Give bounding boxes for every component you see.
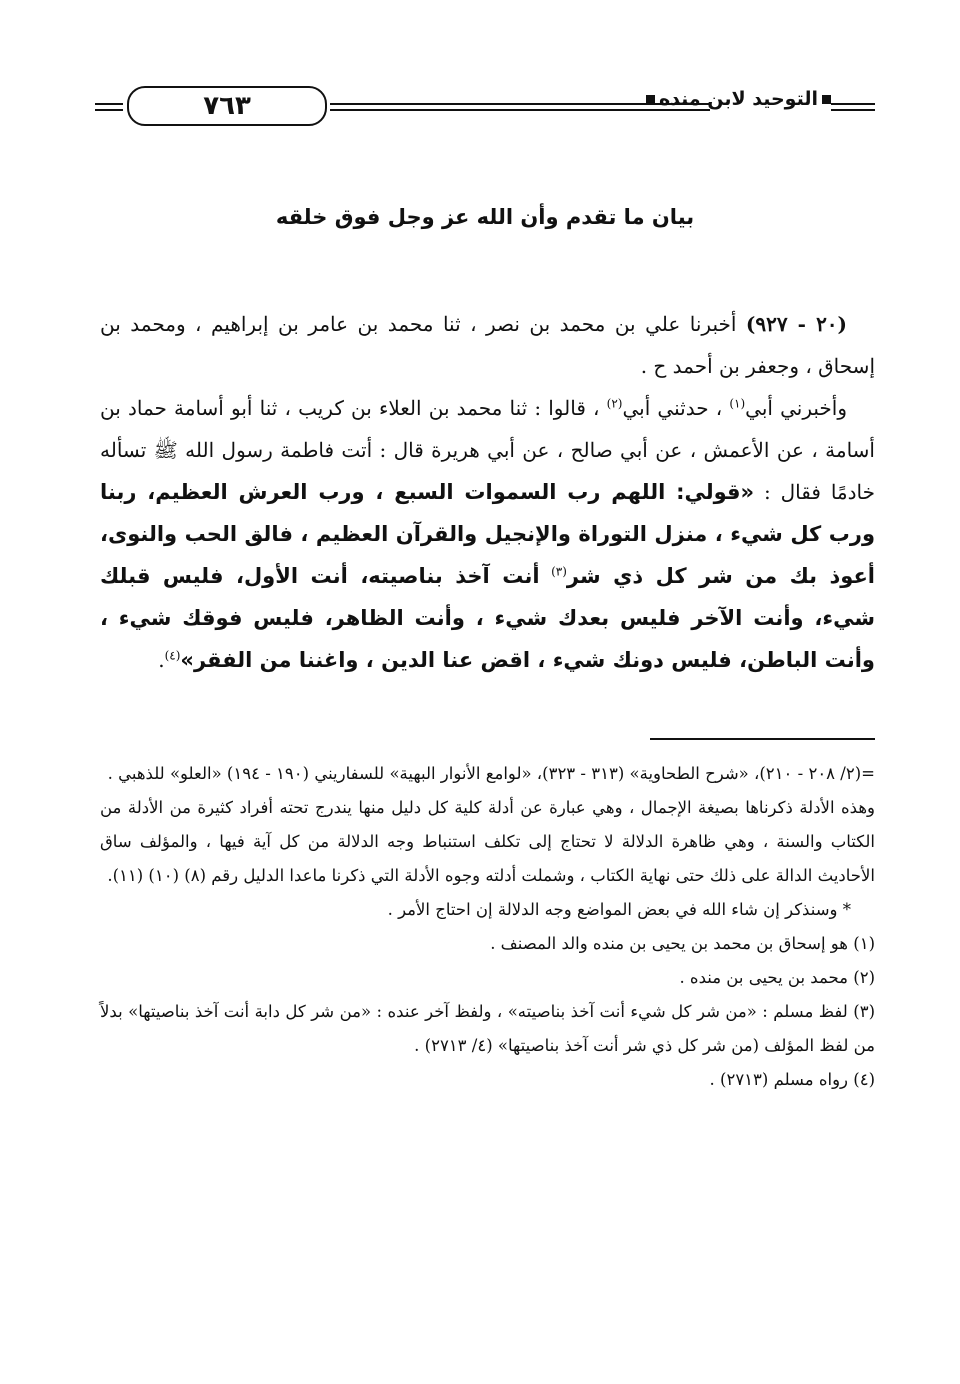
- hadith-quote-b: أنت آخذ بناصيته، أنت الأول، فليس قبلك شيء، وأنت الآخر فليس بعدك شيء ، وأنت الظاهر، فليس فوقك شيء ، وأنت الباطن، فليس دونك شيء ، اقض عنا الدين ، واغننا من الفقر»: [100, 564, 875, 672]
- page-number-text: ٧٦٣: [203, 91, 251, 121]
- hadith-quote-a: «قولي: اللهم رب السموات السبع ، ورب العرش العظيم، ربنا ورب كل شيء ، منزل التوراة والإنجيل والقرآن العظيم ، فالق الحب والنوى، أعوذ بك من شر كل ذي شر: [100, 480, 876, 588]
- footnote-continuation-1: =(٢/ ٢٠٨ - ٢١٠)، «شرح الطحاوية» (٣١٣ - ٣٢٣)، «لوامع الأنوار البهية» للسفاريني (١٩٠ - ١٩٤) «العلو» للذهبي .: [107, 764, 875, 783]
- footnote-separator: [650, 738, 875, 740]
- hadith-chain-paragraph: [100, 303, 875, 387]
- square-ornament-icon: [822, 95, 831, 104]
- footnote-ref-1[interactable]: (١): [729, 396, 746, 411]
- hadith-text-a: وأخبرني أبي: [745, 396, 847, 420]
- header-rule-right: [831, 103, 875, 111]
- footnote-1: (١) هو إسحاق بن محمد بن يحيى بن منده والد المصنف .: [490, 934, 875, 953]
- header-rule-left: [95, 103, 123, 111]
- hadith-text-c: ، قالوا : ثنا محمد بن العلاء بن كريب ، ثنا أبو أسامة حماد بن أسامة ، عن الأعمش ، عن أبي صالح ، عن أبي هريرة قال : أتت فاطمة رسول الله ﷺ تسأله خادمًا فقال :: [100, 396, 875, 504]
- footnote-2: (٢) محمد بن يحيى بن منده .: [679, 968, 875, 987]
- page-number: [127, 86, 327, 126]
- page-header: [95, 80, 875, 130]
- running-title: [658, 88, 835, 110]
- hadith-text-b: ، حدثني أبي: [622, 396, 723, 420]
- footnote-ref-2[interactable]: (٢): [606, 396, 623, 411]
- square-ornament-icon: [646, 95, 655, 104]
- running-title-text: التوحيد لابن منده: [658, 88, 818, 110]
- footnote-ref-4[interactable]: (٤): [164, 648, 181, 663]
- footnotes: [100, 757, 875, 1097]
- hadith-end: .: [158, 648, 165, 672]
- footnote-continuation-2: وهذه الأدلة ذكرناها بصيغة الإجمال ، وهي عبارة عن أدلة كلية كل دليل منها يندرج تحته أفراد كثيرة من الأدلة من الكتاب والسنة ، وهي ظاهرة الدلالة لا تحتاج إلى تكلف استنباط وجه الدلالة من كل آية فيها ، والمؤلف ساق الأحاديث الدالة على ذلك حتى نهاية الكتاب ، وشملت أدلته وجوه الأدلة التي ذكرنا ماعدا الدليل رقم (٨) (١٠) (١١).: [100, 798, 875, 885]
- footnote-star: * وسنذكر إن شاء الله في بعض المواضع وجه الدلالة إن احتاج الأمر .: [387, 900, 851, 919]
- hadith-chain-text: أخبرنا علي بن محمد بن نصر ، ثنا محمد بن عامر بن إبراهيم ، ومحمد بن إسحاق ، وجعفر بن أحمد ح .: [100, 312, 875, 378]
- hadith-body-paragraph: [100, 387, 875, 681]
- footnote-4: (٤) رواه مسلم (٢٧١٣) .: [709, 1070, 875, 1089]
- main-text: [100, 303, 875, 681]
- footnote-ref-3[interactable]: (٣): [551, 564, 567, 579]
- hadith-number: (٢٠ - ٩٢٧): [745, 312, 848, 336]
- footnote-3: (٣) لفظ مسلم : «من شر كل شيء أنت آخذ بناصيته» ، ولفظ آخر عنده : «من شر كل دابة أنت آخذ بناصيتها» بدلاً من لفظ المؤلف (من شر كل ذي شر أنت آخذ بناصيتها» (٤/ ٢٧١٣) .: [100, 1002, 875, 1055]
- section-title: بيان ما تقدم وأن الله عز وجل فوق خلقه: [275, 205, 695, 229]
